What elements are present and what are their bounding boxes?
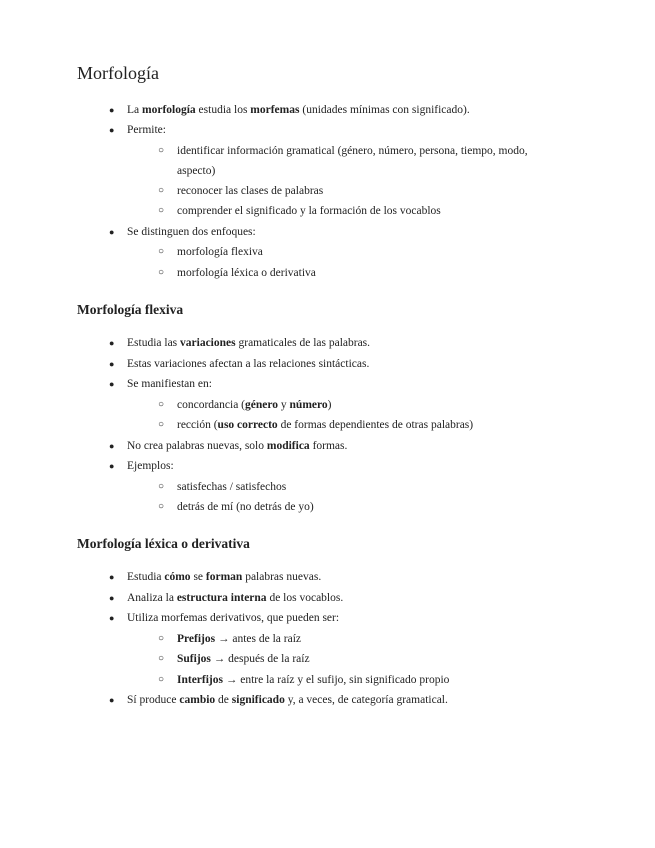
sub-list-item: satisfechas / satisfechos xyxy=(177,481,287,493)
list-item: Se distinguen dos enfoques: xyxy=(127,226,256,238)
sub-list-item: reconocer las clases de palabras xyxy=(177,185,324,197)
sub-list-item: morfología léxica o derivativa xyxy=(177,267,316,279)
sub-list-item: concordancia (género y número) xyxy=(177,399,332,411)
sub-bullet-icon: ○ xyxy=(158,633,165,644)
sub-bullet-icon: ○ xyxy=(158,419,165,430)
sub-bullet-icon: ○ xyxy=(158,481,165,492)
sub-bullet-icon: ○ xyxy=(158,399,165,410)
sub-list-item: Sufijos → después de la raíz xyxy=(177,653,310,665)
bullet-icon: ● xyxy=(109,227,115,237)
sub-bullet-icon: ○ xyxy=(158,145,165,156)
sub-bullet-icon: ○ xyxy=(158,205,165,216)
sub-bullet-icon: ○ xyxy=(158,653,165,664)
bullet-icon: ● xyxy=(109,461,115,471)
sub-list-item: morfología flexiva xyxy=(177,246,263,258)
list-item: Estudia cómo se forman palabras nuevas. xyxy=(127,571,322,583)
sub-bullet-icon: ○ xyxy=(158,674,165,685)
list-item: Sí produce cambio de significado y, a veces, de categoría gramatical. xyxy=(127,694,448,706)
sub-bullet-icon: ○ xyxy=(158,501,165,512)
bullet-icon: ● xyxy=(109,572,115,582)
list-item: La morfología estudia los morfemas (unidades mínimas con significado). xyxy=(127,104,470,116)
list-item: Estas variaciones afectan a las relaciones sintácticas. xyxy=(127,358,370,370)
list-item: Se manifiestan en: xyxy=(127,378,212,390)
list-item: Ejemplos: xyxy=(127,460,174,472)
bullet-icon: ● xyxy=(109,695,115,705)
list-item: Analiza la estructura interna de los vocablos. xyxy=(127,592,344,604)
bullet-icon: ● xyxy=(109,359,115,369)
sub-list-item: Prefijos → antes de la raíz xyxy=(177,633,301,645)
bullet-icon: ● xyxy=(109,125,115,135)
sub-list-item: identificar información gramatical (género, número, persona, tiempo, modo, aspecto) xyxy=(177,145,528,177)
bullet-icon: ● xyxy=(109,338,115,348)
list-item: Utiliza morfemas derivativos, que pueden ser: xyxy=(127,612,340,624)
page-title: Morfología xyxy=(77,63,159,83)
list-item: Permite: xyxy=(127,124,166,136)
sub-list-item: rección (uso correcto de formas dependientes de otras palabras) xyxy=(177,419,474,431)
sub-bullet-icon: ○ xyxy=(158,267,165,278)
list-item: No crea palabras nuevas, solo modifica formas. xyxy=(127,440,348,452)
bullet-icon: ● xyxy=(109,441,115,451)
list-item: Estudia las variaciones gramaticales de las palabras. xyxy=(127,337,371,349)
bullet-icon: ● xyxy=(109,379,115,389)
bullet-icon: ● xyxy=(109,613,115,623)
sub-bullet-icon: ○ xyxy=(158,185,165,196)
sub-bullet-icon: ○ xyxy=(158,246,165,257)
bullet-icon: ● xyxy=(109,105,115,115)
sub-list-item: detrás de mí (no detrás de yo) xyxy=(177,501,314,513)
sub-list-item: Interfijos → entre la raíz y el sufijo, sin significado propio xyxy=(177,674,450,686)
section-heading: Morfología léxica o derivativa xyxy=(77,536,250,551)
bullet-icon: ● xyxy=(109,593,115,603)
section-heading: Morfología flexiva xyxy=(77,302,184,317)
sub-list-item: comprender el significado y la formación de los vocablos xyxy=(177,205,441,217)
